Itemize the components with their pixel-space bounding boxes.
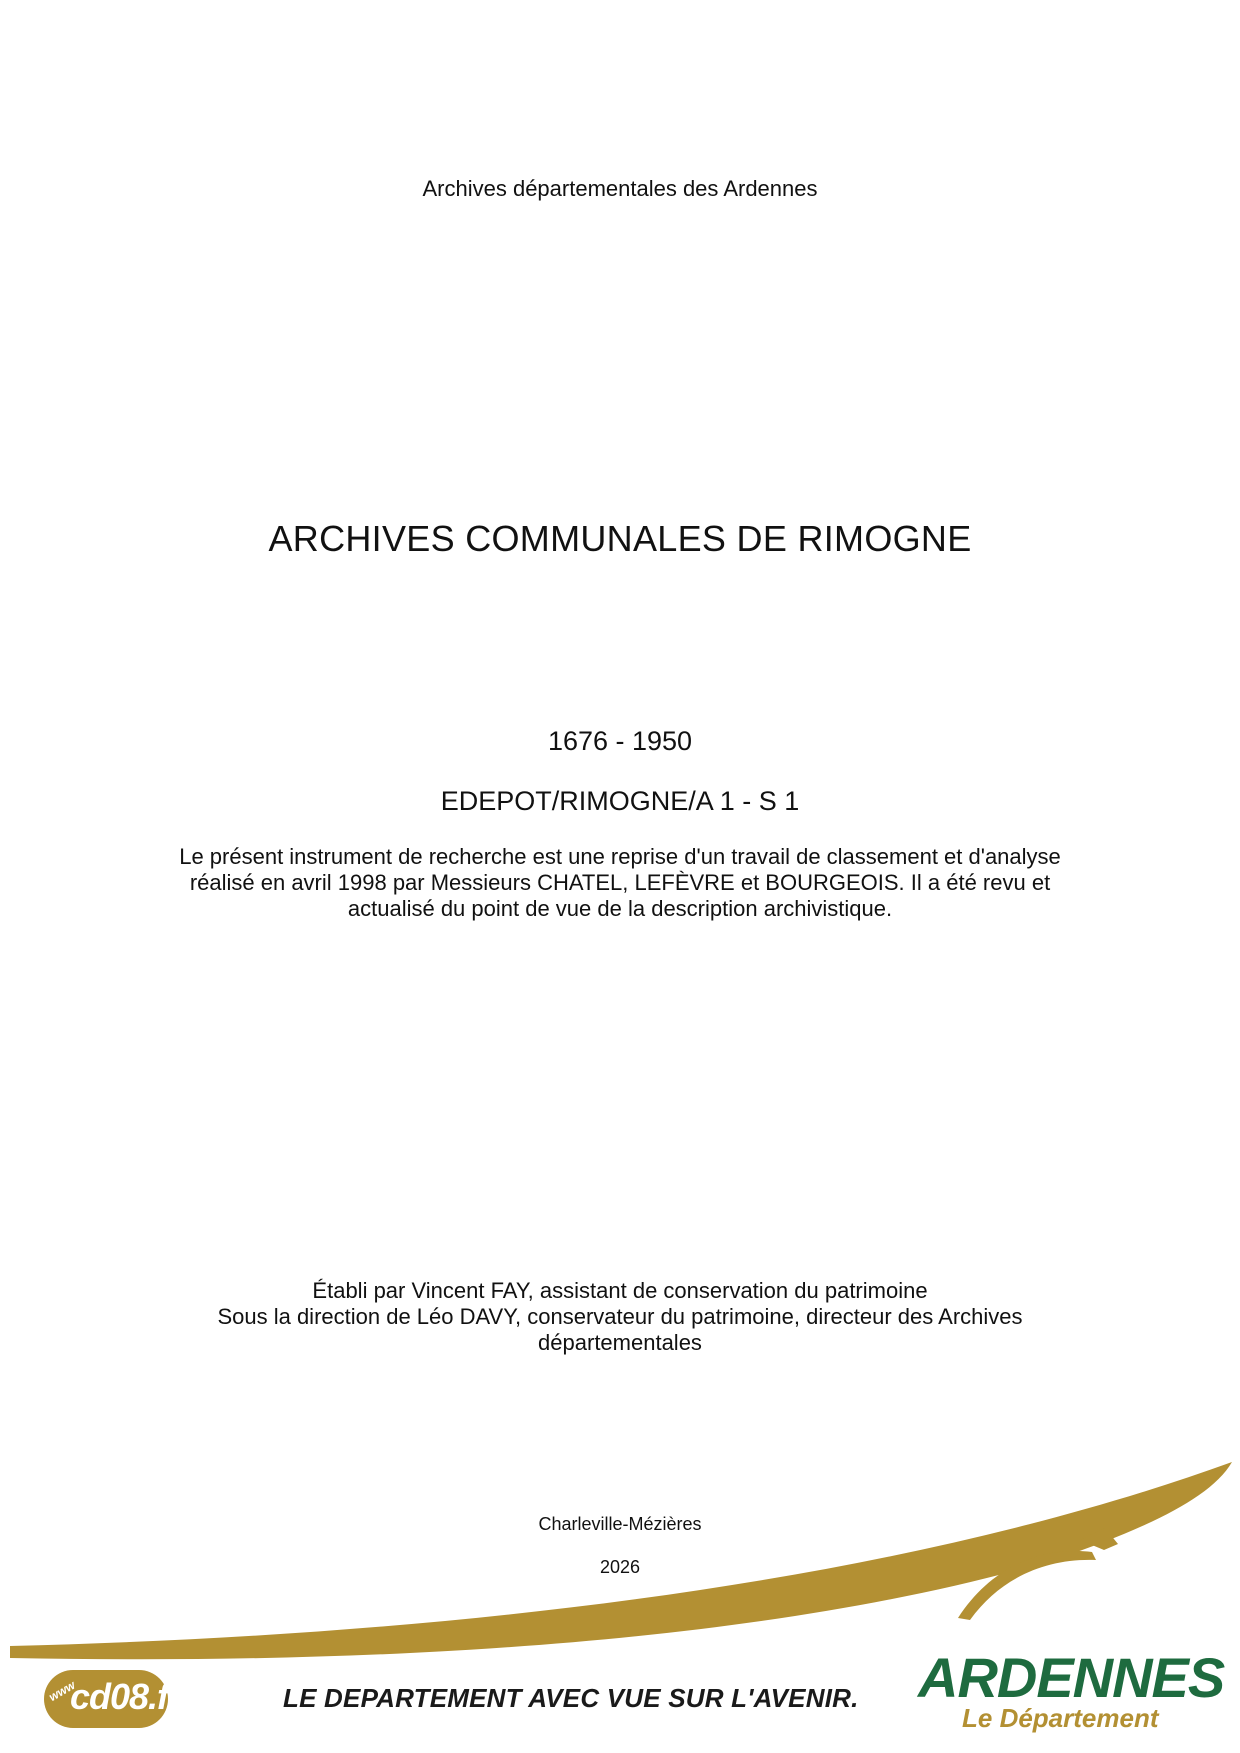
cd08-logo — [44, 1670, 182, 1728]
established-by: Établi par Vincent FAY, assistant de conservation du patrimoine — [312, 1278, 928, 1303]
credits-block — [150, 1278, 1090, 1356]
publication-year: 2026 — [599, 1557, 641, 1577]
cd08-www-label: www — [46, 1677, 78, 1705]
ardennes-logo-text: ARDENNES — [918, 1646, 1225, 1709]
document-title: ARCHIVES COMMUNALES DE RIMOGNE — [268, 518, 972, 559]
institution-name: Archives départementales des Ardennes — [422, 176, 818, 201]
cd08-logo-text: cd08.fr — [70, 1676, 182, 1717]
direction: Sous la direction de Léo DAVY, conservateur du patrimoine, directeur des Archives départementales — [217, 1304, 1023, 1355]
department-slogan: LE DEPARTEMENT AVEC VUE SUR L'AVENIR. — [283, 1683, 859, 1713]
intro-paragraph: Le présent instrument de recherche est une reprise d'un travail de classement et d'analyse réalisé en avril 1998 par Messieurs CHATEL, LEFÈVRE et BOURGEOIS. Il a été revu et actualisé du point de vue de la description archivistique. — [179, 844, 1061, 921]
place-name: Charleville-Mézières — [538, 1514, 702, 1534]
archive-reference: EDEPOT/RIMOGNE/A 1 - S 1 — [440, 786, 800, 816]
date-range: 1676 - 1950 — [547, 726, 693, 756]
ardennes-logo-subtitle: Le Département — [962, 1703, 1159, 1733]
